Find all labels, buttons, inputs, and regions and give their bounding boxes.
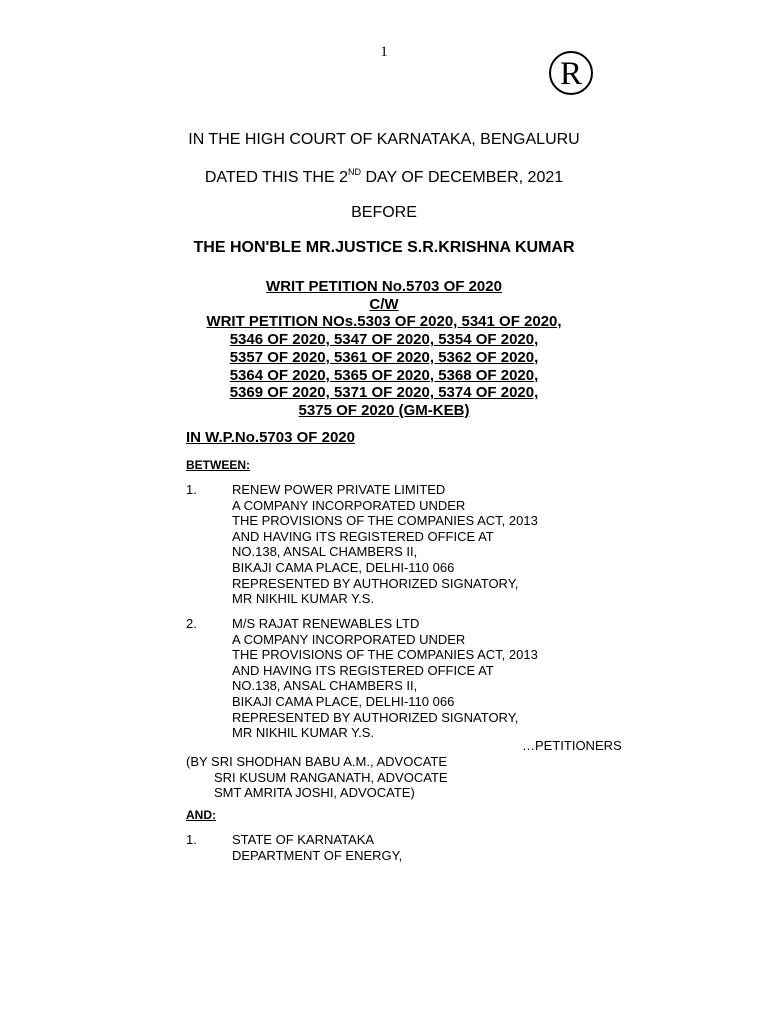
advocate-line: SRI KUSUM RANGANATH, ADVOCATE [214,769,448,785]
petitioner-1-details [232,482,538,607]
advocate-line: SMT AMRITA JOSHI, ADVOCATE) [214,785,415,801]
writ-petition-block [0,278,768,420]
writ-line: WRIT PETITION NOs.5303 OF 2020, 5341 OF 2020, [206,313,562,331]
address-line: AND HAVING ITS REGISTERED OFFICE AT [232,662,494,678]
address-line: RENEW POWER PRIVATE LIMITED [232,482,446,497]
page-number: 1 [380,44,388,60]
address-line: A COMPANY INCORPORATED UNDER [232,631,466,647]
address-line: M/S RAJAT RENEWABLES LTD [232,616,420,631]
date-line [0,167,768,187]
judge-name: THE HON'BLE MR.JUSTICE S.R.KRISHNA KUMAR [193,239,575,256]
address-line: MR NIKHIL KUMAR Y.S. [232,725,375,741]
respondent-number: 1. [186,832,197,847]
respondent-1-details [232,832,402,863]
petitioner-2-details [232,616,538,741]
address-line: DEPARTMENT OF ENERGY, [232,847,403,863]
address-line: STATE OF KARNATAKA [232,832,375,847]
address-line: NO.138, ANSAL CHAMBERS II, [232,544,418,560]
writ-line: 5357 OF 2020, 5361 OF 2020, 5362 OF 2020, [229,348,539,366]
writ-line: 5346 OF 2020, 5347 OF 2020, 5354 OF 2020, [229,331,539,349]
date-prefix: DATED THIS THE 2 [204,169,348,186]
petitioner-number: 1. [186,482,197,497]
writ-line: WRIT PETITION No.5703 OF 2020 [266,278,502,295]
address-line: NO.138, ANSAL CHAMBERS II, [232,678,418,694]
court-heading: IN THE HIGH COURT OF KARNATAKA, BENGALURU [188,131,580,148]
address-line: BIKAJI CAMA PLACE, DELHI-110 066 [232,693,455,709]
writ-line: C/W [369,295,399,313]
registered-mark-icon: R [549,51,593,95]
advocates-block [186,754,448,801]
address-line: BIKAJI CAMA PLACE, DELHI-110 066 [232,559,455,575]
petitioners-label: …PETITIONERS [522,738,622,753]
address-line: THE PROVISIONS OF THE COMPANIES ACT, 2013 [232,513,538,529]
between-label: BETWEEN: [186,458,250,472]
before-label: BEFORE [351,204,417,221]
writ-line: 5369 OF 2020, 5371 OF 2020, 5374 OF 2020, [229,384,539,402]
advocate-line: (BY SRI SHODHAN BABU A.M., ADVOCATE [186,754,448,769]
and-label: AND: [186,808,216,822]
in-wp-heading: IN W.P.No.5703 OF 2020 [186,429,355,446]
address-line: AND HAVING ITS REGISTERED OFFICE AT [232,528,494,544]
writ-line: 5364 OF 2020, 5365 OF 2020, 5368 OF 2020, [229,366,539,384]
address-line: REPRESENTED BY AUTHORIZED SIGNATORY, [232,709,519,725]
date-suffix: DAY OF DECEMBER, 2021 [361,169,564,186]
address-line: THE PROVISIONS OF THE COMPANIES ACT, 2013 [232,647,538,663]
date-superscript: ND [348,167,361,177]
petitioner-number: 2. [186,616,197,631]
address-line: A COMPANY INCORPORATED UNDER [232,497,466,513]
writ-line: 5375 OF 2020 (GM-KEB) [298,401,470,419]
address-line: REPRESENTED BY AUTHORIZED SIGNATORY, [232,575,519,591]
address-line: MR NIKHIL KUMAR Y.S. [232,591,375,607]
